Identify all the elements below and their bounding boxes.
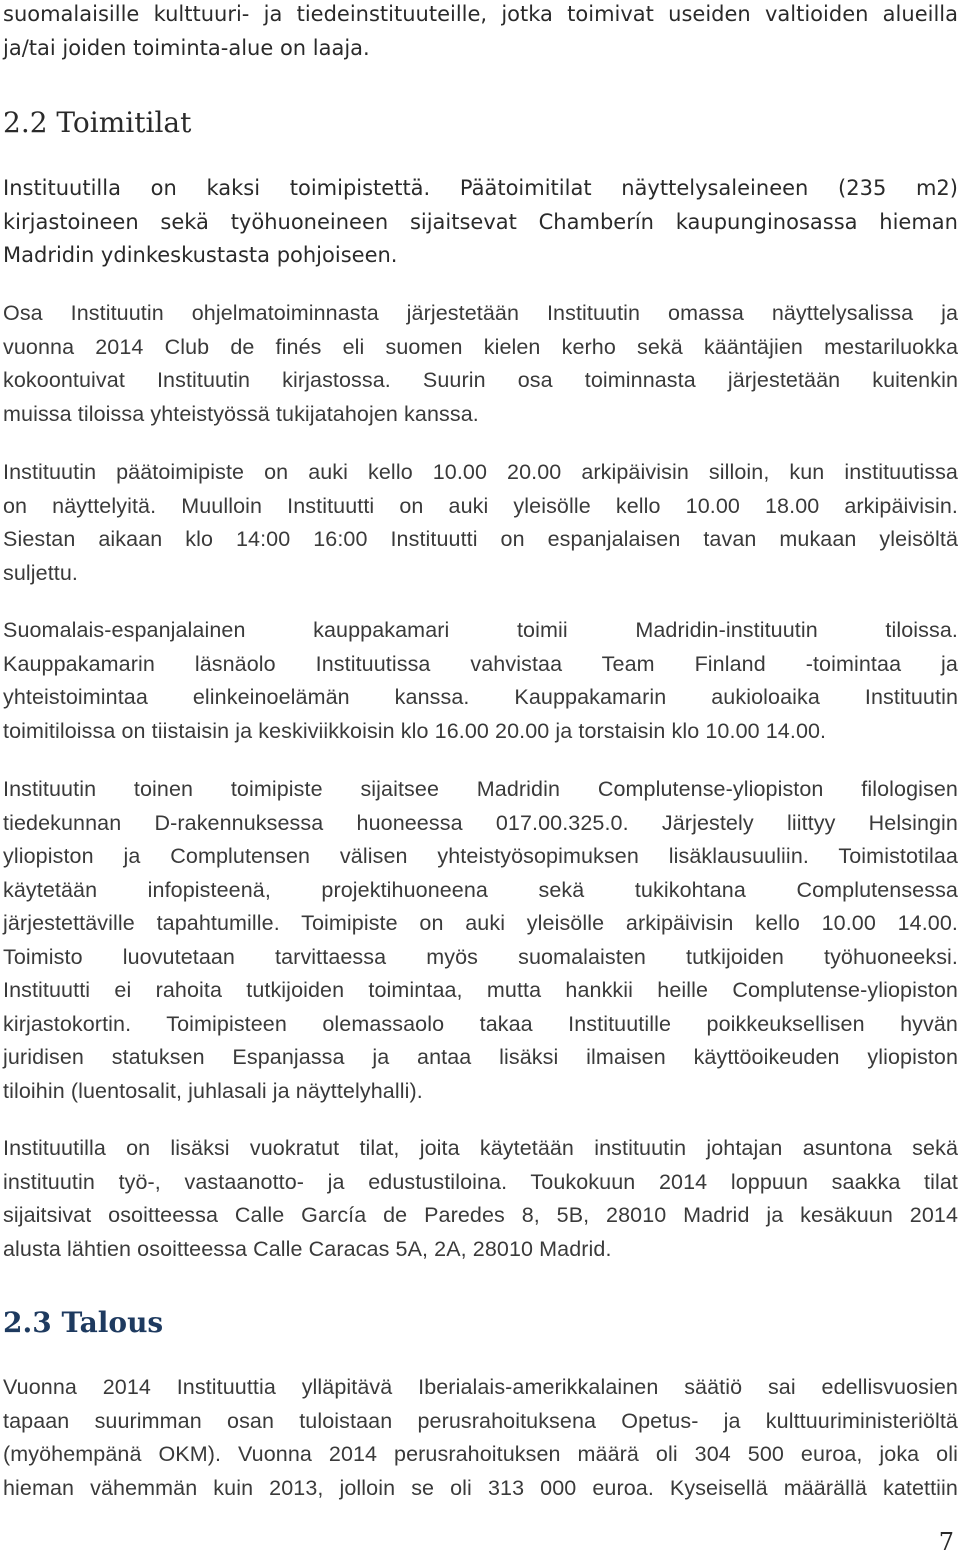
text-line: Vuonna 2014 Instituuttia ylläpitävä Iberialais-amerikkalainen säätiö sai edellisvuosien: [3, 1375, 958, 1399]
text-line: Osa Instituutin ohjelmatoiminnasta järjestetään Instituutin omassa näyttelysalissa ja: [3, 301, 958, 325]
text-line: Toimisto luovutetaan tarvittaessa myös suomalaisten tutkijoiden työhuoneeksi.: [3, 944, 958, 969]
paragraph-vuokratut-tilat: [3, 1132, 958, 1266]
text-line: Siestan aikaan klo 14:00 16:00 Instituutti on espanjalaisen tavan mukaan yleisöltä: [3, 527, 958, 551]
text-line: (myöhempänä OKM). Vuonna 2014 perusrahoituksen määrä oli 304 500 euroa, joka oli: [3, 1442, 958, 1466]
paragraph-aukioloajat: [3, 456, 958, 590]
paragraph-ohjelmatoiminta: [3, 297, 958, 431]
text-line: järjestettäville tapahtumille. Toimipiste on auki yleisölle arkipäivisin kello 10.00 14.00.: [3, 911, 958, 935]
intro-paragraph: [3, 0, 958, 65]
paragraph-kauppakamari: [3, 614, 958, 748]
text-line: vuonna 2014 Club de finés eli suomen kielen kerho sekä kääntäjien mestariluokka: [3, 334, 958, 359]
text-line: Kauppakamarin läsnäolo Instituutissa vahvistaa Team Finland -toimintaa ja: [3, 651, 958, 676]
text-line: Instituutin toinen toimipiste sijaitsee Madridin Complutense-yliopiston filologisen: [3, 777, 958, 801]
text-line: on näyttelyitä. Muulloin Instituutti on auki yleisölle kello 10.00 18.00 arkipäivisin.: [3, 493, 958, 518]
text-line: käytetään infopisteenä, projektihuoneena sekä tukikohtana Complutensessa: [3, 877, 958, 902]
text-line: ja/tai joiden toiminta-alue on laaja.: [3, 35, 370, 60]
text-line: sijaitsivat osoitteessa Calle García de Paredes 8, 5B, 28010 Madrid ja kesäkuun 2014: [3, 1203, 958, 1227]
text-line: kirjastoineen sekä työhuoneineen sijaitsevat Chamberín kaupunginosassa hieman: [3, 209, 958, 234]
text-line: muissa tiloissa yhteistyössä tukijatahojen kanssa.: [3, 401, 479, 426]
text-line: tapaan suurimman osan tuloistaan perusrahoituksena Opetus- ja kulttuuriministeriöltä: [3, 1408, 958, 1433]
text-line: Suomalais-espanjalainen kauppakamari toimii Madridin-instituutin tiloissa.: [3, 618, 958, 642]
text-line: juridisen statuksen Espanjassa ja antaa lisäksi ilmaisen käyttöoikeuden yliopiston: [3, 1045, 958, 1069]
page-number: 7: [938, 1528, 954, 1556]
text-line: kokoontuivat Instituutin kirjastossa. Suurin osa toiminnasta järjestetään kuitenkin: [3, 368, 958, 392]
paragraph-toimipisteet: [3, 172, 958, 273]
section-title: 2.2 Toimitilat: [3, 106, 192, 139]
text-line: Instituutti ei rahoita tutkijoiden toimintaa, mutta hankkii heille Complutense-yliopiston: [3, 978, 958, 1002]
section-title: 2.3 Talous: [3, 1306, 164, 1339]
section-heading-talous: [3, 1306, 958, 1339]
section-heading-toimitilat: [3, 106, 958, 139]
text-line: instituutin työ-, vastaanotto- ja edustustiloina. Toukokuun 2014 loppuun saakka tilat: [3, 1169, 958, 1194]
text-line: toimitiloissa on tiistaisin ja keskiviikkoisin klo 16.00 20.00 ja torstaisin klo 10.00 14.00.: [3, 718, 827, 743]
text-line: alusta lähtien osoitteessa Calle Caracas 5A, 2A, 28010 Madrid.: [3, 1236, 612, 1261]
text-line: suomalaisille kulttuuri- ja tiedeinstituuteille, jotka toimivat useiden valtioiden alueilla: [3, 2, 958, 26]
text-line: Instituutin päätoimipiste on auki kello 10.00 20.00 arkipäivisin silloin, kun instituutissa: [3, 460, 958, 484]
text-line: yhteistoimintaa elinkeinoelämän kanssa. Kauppakamarin aukioloaika Instituutin: [3, 685, 958, 709]
text-line: tiedekunnan D-rakennuksessa huoneessa 017.00.325.0. Järjestely liittyy Helsingin: [3, 810, 958, 835]
text-line: tiloihin (luentosalit, juhlasali ja näyttelyhalli).: [3, 1078, 423, 1103]
text-line: Madridin ydinkeskustasta pohjoiseen.: [3, 243, 398, 267]
text-line: hieman vähemmän kuin 2013, jolloin se oli 313 000 euroa. Kyseisellä määrällä katettiin: [3, 1475, 958, 1500]
text-line: suljettu.: [3, 560, 78, 585]
text-line: kirjastokortin. Toimipisteen olemassaolo takaa Instituutille poikkeuksellisen hyvän: [3, 1011, 958, 1036]
paragraph-rahoitus: [3, 1371, 958, 1505]
text-line: Instituutilla on kaksi toimipistettä. Päätoimitilat näyttelysaleineen (235 m2): [3, 176, 958, 200]
paragraph-complutense: [3, 773, 958, 1108]
text-line: Instituutilla on lisäksi vuokratut tilat, joita käytetään instituutin johtajan asuntona sekä: [3, 1136, 958, 1160]
text-line: yliopiston ja Complutensen välisen yhteistyösopimuksen lisäklausuuliin. Toimistotilaa: [3, 844, 958, 868]
